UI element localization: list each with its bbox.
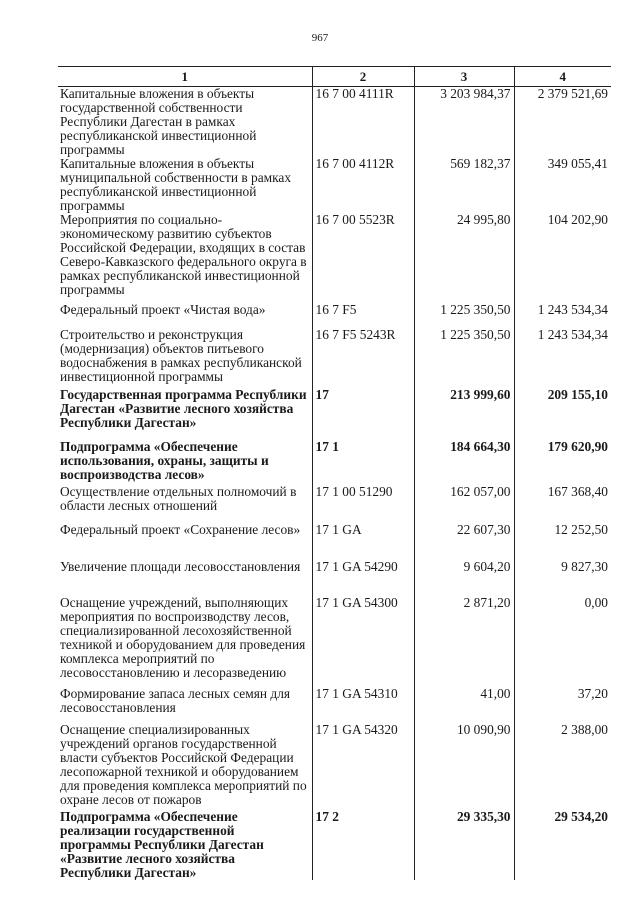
table-row [58, 303, 611, 328]
row-name: Оснащение специализированных учреждений органов государственной власти субъектов Российской Федерации лесопожарной техникой и оборудованием для проведения комплекса мероприятий по охране лесов от пожаров [60, 722, 307, 807]
budget-table [58, 66, 611, 880]
table-row [58, 596, 611, 687]
table-row [58, 687, 611, 723]
row-code: 16 7 00 4111R [312, 87, 414, 158]
header-col-1: 1 [58, 67, 312, 87]
row-code: 17 [312, 388, 414, 440]
row-value-year1: 2 871,20 [414, 596, 514, 687]
row-value-year1: 569 182,37 [414, 157, 514, 213]
row-name: Подпрограмма «Обеспечение реализации государственной программы Республики Дагестан «Развитие лесного хозяйства Республики Дагестан» [60, 809, 264, 880]
row-code: 17 1 GA 54290 [312, 560, 414, 596]
table-row [58, 157, 611, 213]
table-row [58, 213, 611, 303]
table-row [58, 328, 611, 388]
row-value-year1: 22 607,30 [414, 523, 514, 560]
row-name: Строительство и реконструкция (модернизация) объектов питьевого водоснабжения в рамках республиканской инвестиционной программы [60, 327, 302, 384]
table-row [58, 440, 611, 485]
row-name: Капитальные вложения в объекты государственной собственности Республики Дагестан в рамках республиканской инвестиционной программы [60, 86, 257, 157]
row-value-year1: 1 225 350,50 [414, 328, 514, 388]
row-value-year2: 1 243 534,34 [514, 328, 611, 388]
row-value-year2: 209 155,10 [514, 388, 611, 440]
row-code: 17 1 GA 54300 [312, 596, 414, 687]
row-name: Капитальные вложения в объекты муниципальной собственности в рамках республиканской инвестиционной программы [60, 156, 292, 213]
row-code: 17 2 [312, 810, 414, 880]
row-value-year2: 37,20 [514, 687, 611, 723]
row-name: Подпрограмма «Обеспечение использования, охраны, защиты и воспроизводства лесов» [60, 439, 269, 482]
row-value-year1: 29 335,30 [414, 810, 514, 880]
row-code: 17 1 GA 54320 [312, 723, 414, 810]
table-row [58, 560, 611, 596]
row-name: Оснащение учреждений, выполняющих мероприятия по воспроизводству лесов, специализированной лесохозяйственной техникой и оборудованием для проведения комплекса мероприятий по лесовосстановлению и лесоразведению [60, 595, 306, 680]
row-code: 17 1 [312, 440, 414, 485]
row-code: 17 1 GA [312, 523, 414, 560]
row-name: Федеральный проект «Чистая вода» [60, 302, 266, 317]
row-value-year2: 1 243 534,34 [514, 303, 611, 328]
row-value-year2: 179 620,90 [514, 440, 611, 485]
row-value-year1: 213 999,60 [414, 388, 514, 440]
row-value-year2: 12 252,50 [514, 523, 611, 560]
table-row [58, 87, 611, 158]
row-code: 16 7 F5 [312, 303, 414, 328]
row-name: Мероприятия по социально-экономическому развитию субъектов Российской Федерации, входящих в состав Северо-Кавказского федерального округа в рамках республиканской инвестиционной программы [60, 212, 307, 297]
header-col-4: 4 [514, 67, 611, 87]
table-row [58, 810, 611, 880]
row-value-year1: 1 225 350,50 [414, 303, 514, 328]
row-value-year1: 10 090,90 [414, 723, 514, 810]
header-col-3: 3 [414, 67, 514, 87]
page-number: 967 [311, 32, 329, 44]
row-code: 16 7 00 5523R [312, 213, 414, 303]
row-name: Осуществление отдельных полномочий в области лесных отношений [60, 484, 297, 513]
row-value-year1: 162 057,00 [414, 485, 514, 523]
row-name: Федеральный проект «Сохранение лесов» [60, 522, 301, 537]
row-value-year2: 2 388,00 [514, 723, 611, 810]
row-code: 16 7 00 4112R [312, 157, 414, 213]
row-code: 17 1 GA 54310 [312, 687, 414, 723]
row-code: 16 7 F5 5243R [312, 328, 414, 388]
row-value-year2: 29 534,20 [514, 810, 611, 880]
table-row [58, 723, 611, 810]
row-value-year2: 349 055,41 [514, 157, 611, 213]
row-value-year1: 3 203 984,37 [414, 87, 514, 158]
header-col-2: 2 [312, 67, 414, 87]
table-row [58, 485, 611, 523]
row-value-year1: 184 664,30 [414, 440, 514, 485]
row-value-year2: 9 827,30 [514, 560, 611, 596]
row-value-year2: 104 202,90 [514, 213, 611, 303]
row-code: 17 1 00 51290 [312, 485, 414, 523]
row-name: Увеличение площади лесовосстановления [60, 559, 301, 574]
table-row [58, 523, 611, 560]
table-header-row [58, 67, 611, 87]
row-name: Государственная программа Республики Дагестан «Развитие лесного хозяйства Республики Дагестан» [60, 387, 307, 430]
row-value-year1: 9 604,20 [414, 560, 514, 596]
row-value-year2: 2 379 521,69 [514, 87, 611, 158]
row-value-year1: 41,00 [414, 687, 514, 723]
row-name: Формирование запаса лесных семян для лесовосстановления [60, 686, 291, 715]
row-value-year2: 167 368,40 [514, 485, 611, 523]
table-row [58, 388, 611, 440]
row-value-year2: 0,00 [514, 596, 611, 687]
row-value-year1: 24 995,80 [414, 213, 514, 303]
